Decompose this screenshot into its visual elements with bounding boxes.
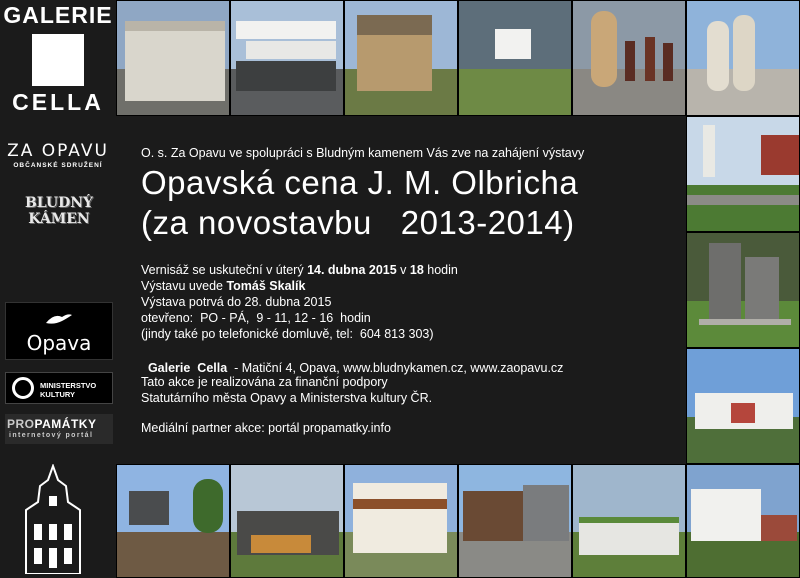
logo-text-galerie: GALERIE [3, 2, 113, 28]
logo-text-cella: CELLA [12, 89, 104, 115]
photo-bottom-4 [458, 464, 572, 578]
photo-bottom-6 [686, 464, 800, 578]
photo-top-6 [686, 0, 800, 116]
ministerstvo-emblem-icon [12, 377, 34, 399]
podpora-line2: Statutárního města Opavy a Ministerstva kultury ČR. [141, 391, 433, 405]
invitation-intro: O. s. Za Opavu ve spolupráci s Bludným kamenem Vás zve na zahájení výstavy [141, 146, 585, 160]
vernisaz-prefix: Vernisáž se uskuteční v úterý [141, 263, 308, 277]
opava-bird-icon [44, 311, 74, 327]
vernisaz-line [141, 262, 458, 278]
galerie-address-line [141, 344, 563, 376]
uvede-name: Tomáš Skalík [226, 279, 306, 293]
propamatky-logo [5, 414, 113, 444]
photo-top-4 [458, 0, 572, 116]
galerie-cella-logo [0, 0, 116, 116]
ministerstvo-kultury-logo [5, 372, 113, 404]
medialni-partner-line: Mediální partner akce: portál propamatky.info [141, 421, 391, 435]
vernisaz-hour: 18 [409, 263, 424, 277]
photo-bottom-5 [572, 464, 686, 578]
exhibition-title-line2: (za novostavbu 2013-2014) [141, 204, 575, 241]
gallery-building-icon [14, 464, 92, 574]
photo-right-3 [686, 348, 800, 464]
photo-top-3 [344, 0, 458, 116]
logo-square [32, 34, 84, 86]
photo-right-1 [686, 116, 800, 232]
uvede-prefix: Výstavu uvede [141, 279, 227, 293]
uvede-line [141, 278, 305, 294]
photo-bottom-3 [344, 464, 458, 578]
za-opavu-subtitle: OBČANSKÉ SDRUŽENÍ [13, 162, 103, 169]
opava-logo [5, 302, 113, 360]
vernisaz-suffix: hodin [423, 263, 458, 277]
propamatky-pro: PRO [7, 417, 35, 431]
opava-wordmark: Opava [26, 331, 92, 355]
photo-bottom-2 [230, 464, 344, 578]
photo-top-5 [572, 0, 686, 116]
za-opavu-logo [5, 141, 111, 169]
vernisaz-date: 14. dubna 2015 [307, 263, 397, 277]
photo-top-1 [116, 0, 230, 116]
galerie-name: Galerie Cella [147, 361, 228, 375]
photo-right-2 [686, 232, 800, 348]
vernisaz-mid: v [396, 263, 410, 277]
podpora-line1: Tato akce je realizována za finanční podpory [141, 375, 388, 389]
bludny-kamen-logo: BLUDNÝ KÁMEN [5, 195, 113, 227]
jindy-line: (jindy také po telefonické domluvě, tel: 604 813 303) [141, 327, 434, 341]
ministerstvo-line1: MINISTERSTVO [40, 381, 97, 390]
potrva-line: Výstava potrvá do 28. dubna 2015 [141, 295, 332, 309]
otevireno-line: otevřeno: PO - PÁ, 9 - 11, 12 - 16 hodin [141, 311, 371, 325]
photo-top-2 [230, 0, 344, 116]
galerie-address: - Matiční 4, Opava, www.bludnykamen.cz, www.zaopavu.cz [227, 361, 564, 375]
photo-bottom-1 [116, 464, 230, 578]
propamatky-subtitle: internetový portál [9, 432, 94, 439]
za-opavu-name: ZA OPAVU [7, 141, 109, 161]
exhibition-title-line1: Opavská cena J. M. Olbricha [141, 164, 579, 201]
ministerstvo-line2: KULTURY [40, 390, 75, 399]
propamatky-pamatky: PAMÁTKY [34, 417, 97, 431]
